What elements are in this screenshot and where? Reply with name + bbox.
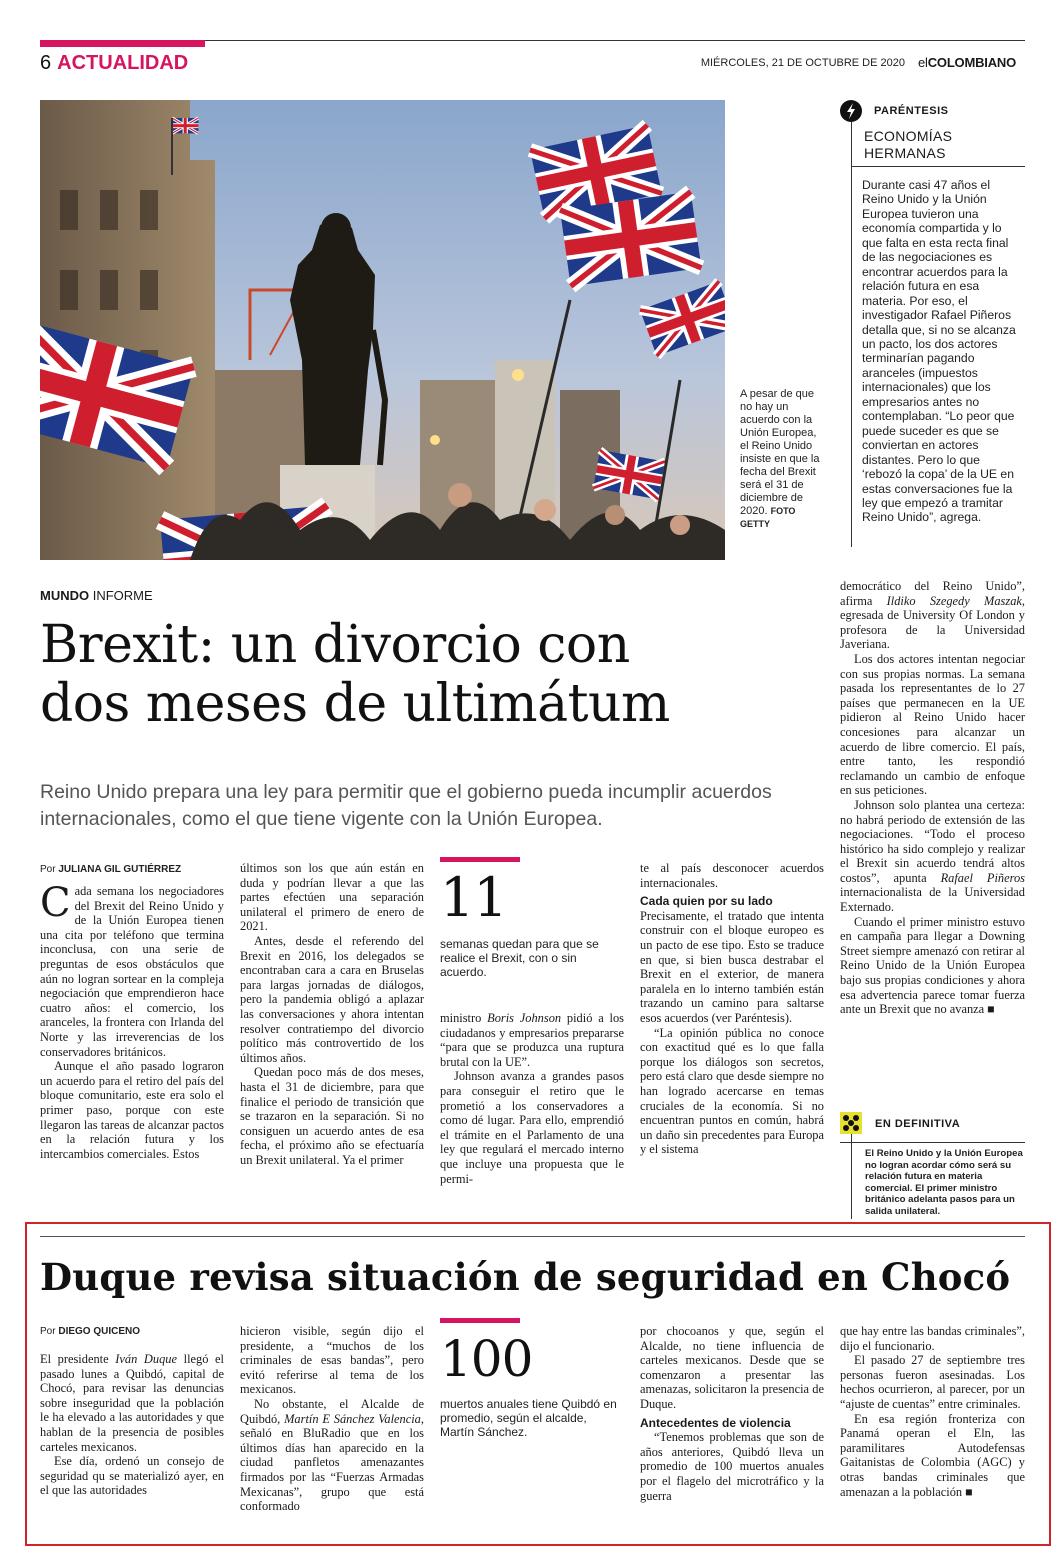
- en-definitiva-rule-vertical: [851, 1134, 852, 1219]
- article-column-4: te al país desconocer acuerdos internacionales. Cada quien por su lado Precisamente, el tratado que intenta construir con el bloque europeo es un pacto de ese tipo. Esto se traduce en que, si bien busca destrabar el Brexit en el exterior, de manera paralela en lo interno también están trazando un camino para saltarse esos acuerdos (ver Paréntesis). “La opinión pública no conoce con exactitud qué es lo que falla porque los diálogos son secretos, pero está claro que desde siempre no han logrado acercarse en temas cruciales de la economía. Si no encuentran puntos en común, habrá un daño sin precedentes para Europa y el sistema: [640, 861, 824, 1157]
- article-divider: [40, 1236, 1025, 1237]
- article-column-5: democrático del Reino Unido”, afirma Ildiko Szegedy Maszak, egresada de University Of London y profesora de la Universidad Javeriana. Los dos actores intentan negociar con sus propias normas. La semana pasada los representantes de lo 27 países que permanecen en la UE pidieron al Reino Unido hacer concesiones para alcanzar un acuerdo de libre comercio. El país, entre tanto, les respondió reclamando un cambio de enfoque en sus peticiones. Johnson solo plantea una certeza: no habrá periodo de extensión de las negociaciones. “Todo el proceso histórico ha sido complejo y realizar el Brexit sin acuerdo tendrá altos costos”, apunta Rafael Piñeros internacionalista de la Universidad Externado. Cuando el primer ministro estuvo en campaña para llegar a Downing Street siempre amenazó con retirar al Reino Unido de la Unión Europea bajo sus propias condiciones y ahora esa advertencia parece tomar fuerza ante un Brexit que no avanza ■: [840, 579, 1026, 1017]
- parentesis-rule-vertical: [851, 122, 852, 547]
- article-byline: Por JULIANA GIL GUTIÉRREZ: [40, 864, 182, 875]
- second-stat-caption: muertos anuales tiene Quibdó en promedio, según el alcalde, Martín Sánchez.: [440, 1397, 617, 1439]
- article-kicker: MUNDO INFORME: [40, 588, 153, 603]
- parentesis-rule: [851, 166, 1025, 167]
- drop-cap: C: [40, 880, 71, 926]
- article-subhead: Reino Unido prepara una ley para permitir que el gobierno pueda incumplir acuerdos internacionales, como el que tiene vigente con la Unión Europea.: [40, 781, 772, 830]
- en-definitiva-label: EN DEFINITIVA: [875, 1118, 961, 1130]
- newspaper-logo: elCOLOMBIANO: [918, 55, 1016, 70]
- article-subheading: Cada quien por su lado: [640, 894, 773, 909]
- second-article-byline: Por DIEGO QUICENO: [40, 1326, 141, 1337]
- parentesis-title: ECONOMÍAS HERMANAS: [864, 128, 953, 161]
- brexit-protest-photo: [40, 100, 725, 560]
- end-mark: ■: [987, 1002, 995, 1017]
- photo-caption: A pesar de que no hay un acuerdo con la Unión Europea, el Reino Unido insiste en que la fecha del Brexit será el 31 de diciembre de 2020. FOTO GETTY: [740, 388, 820, 529]
- en-definitiva-rule: [840, 1142, 1025, 1143]
- second-stat-number: 100: [440, 1330, 533, 1388]
- article-headline: Brexit: un divorcio con dos meses de ultimátum: [40, 615, 670, 734]
- stat-caption: semanas quedan para que se realice el Brexit, con o sin acuerdo.: [440, 937, 599, 979]
- en-definitiva-icon: [840, 1112, 862, 1134]
- parentesis-icon: [840, 100, 862, 122]
- section-accent-bar: [40, 40, 205, 47]
- stat-accent-bar: [440, 857, 520, 862]
- second-article-column-2: hicieron visible, según dijo el presidente, a “muchos de los criminales de esas bandas”, pero evitó referirse al tema de los mexicanos. No obstante, el Alcalde de Quibdó, Martín E Sánchez Valencia, señaló en BluRadio que en los últimos días han aparecido en la ciudad panfletos amenazantes firmados por las “Fuerzas Armadas Mexicanas”, grupo que está conformado: [240, 1324, 424, 1514]
- section-name: ACTUALIDAD: [57, 52, 189, 74]
- photo-credit: FOTO GETTY: [740, 506, 796, 529]
- second-end-mark: ■: [965, 1484, 973, 1499]
- second-article-subheading: Antecedentes de violencia: [640, 1415, 791, 1430]
- article-column-1: Cada semana los negociadores del Brexit del Reino Unido y de la Unión Europea tienen una cita por teléfono que termina inconclusa, con una serie de preguntas de esos obstáculos que aún no logran sortear en la compleja negociación que emprendieron hace cuatro años: el comercio, los aranceles, la frontera con Irlanda del Norte y las irreverencias de los conservadores británicos. Aunque el año pasado lograron un acuerdo para el retiro del país del bloque comunitario, este era solo el primer paso, porque con este llegaron las tareas de alcanzar pactos en la relación futura y los intercambios comerciales. Estos: [40, 880, 224, 1161]
- issue-date: MIÉRCOLES, 21 DE OCTUBRE DE 2020: [700, 57, 905, 69]
- second-article-column-1: El presidente Iván Duque llegó el pasado lunes a Quibdó, capital de Chocó, para revisar las denuncias sobre inseguridad que la población le ha elevado a las autoridades y que hablan de la presencia de posibles carteles mexicanos. Ese día, ordenó un consejo de seguridad qu se materializó ayer, en el que las autoridades: [40, 1352, 225, 1498]
- en-definitiva-text: El Reino Unido y la Unión Europea no logran acordar cómo será su relación futura en materia comercial. El primer ministro británico adelanta pasos para un salida unilateral.: [865, 1148, 1023, 1217]
- page-number: 6: [40, 52, 52, 74]
- article-column-3: ministro Boris Johnson pidió a los ciudadanos y empresarios prepararse “para que se produzca una ruptura brutal con la UE”. Johnson avanza a grandes pasos para conseguir el retiro que le prometió a los conservadores a como dé lugar. Para ello, emprendió el trámite en el Parlamento de una ley que regulará el mercado interno que incluye una propuesta que le permi-: [440, 1011, 624, 1186]
- parentesis-label: PARÉNTESIS: [874, 105, 949, 117]
- section-header: [40, 52, 188, 75]
- parentesis-text: Durante casi 47 años el Reino Unido y la Unión Europea tuvieron una economía compartida y lo que falta en esta recta final de las negociaciones es encontrar acuerdos para la relación futura en esa materia. Por eso, el investigador Rafael Piñeros detalla que, si no se alcanza un pacto, los dos actores terminarían pagando aranceles (impuestos internacionales) que los empresarios antes no contemplaban. “Lo peor que puede suceder es que se conviertan en actores distantes. Pero lo que ‘rebozó la copa’ de la UE en estas conversaciones fue la ley que empezó a tramitar Reino Unido”, agrega.: [862, 178, 1016, 525]
- second-stat-accent-bar: [440, 1318, 520, 1323]
- second-article-column-4: por chocoanos y que, según el Alcalde, no tiene influencia de carteles mexicanos. Desde que se comenzaron a presentar las amenazas, solicitaron la presencia de Duque. Antecedentes de violencia “Tenemos problemas que son de años anteriores, Quibdó lleva un promedio de 100 muertos anuales por el flagelo del microtráfico y la guerra: [640, 1324, 824, 1503]
- article-column-2: últimos son los que aún están en duda y podrían llevar a que las partes efectúen una separación unilateral el primero de enero de 2021. Antes, desde el referendo del Brexit en 2016, los delegados se encontraban cara a cara en Bruselas para largas jornadas de diálogos, pero la pandemia obligó a aplazar las conversaciones y ahora intentan resolver contratiempo del divorcio político más controvertido de los últimos años. Quedan poco más de dos meses, hasta el 31 de diciembre, para que finalice el periodo de transición que se trazaron en la separación. Si no consiguen un acuerdo antes de esa fecha, el próximo año se efectuaría un Brexit unilateral. Ya el primer: [240, 861, 424, 1167]
- second-article-headline: Duque revisa situación de seguridad en Chocó: [40, 1255, 1011, 1299]
- second-article-column-5: que hay entre las bandas criminales”, dijo el funcionario. El pasado 27 de septiembre tres personas fueron asesinadas. Los hechos ocurrieron, al parecer, por un “ajuste de cuentas” entre criminales. En esa región fronteriza con Panamá operan el Eln, las paramilitares Autodefensas Gaitanistas de Colombia (AGC) y otras bandas criminales que amenazan a la población ■: [840, 1324, 1025, 1499]
- stat-number: 11: [440, 866, 507, 929]
